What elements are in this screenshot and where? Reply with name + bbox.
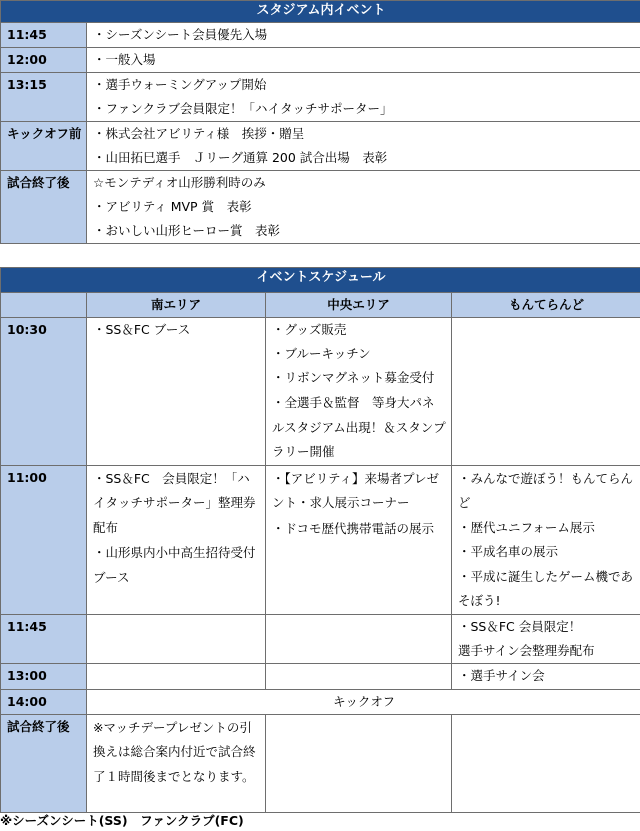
table-row: [1, 465, 640, 614]
table-row: [1, 689, 640, 714]
event-item: ・ドコモ歴代携帯電話の展示: [272, 520, 435, 536]
event-item: ・平成に誕生したゲーム機であそぼう!: [458, 568, 634, 608]
event-item: ※マッチデープレゼントの引換えは総合案内付近で試合終了１時間後までとなります。: [93, 719, 256, 784]
table-row: [1, 48, 640, 73]
event-item: ・選手サイン会: [458, 667, 545, 683]
south-cell: [87, 663, 266, 689]
event-item: ・ファンクラブ会員限定！「ハイタッチサポーター」: [93, 101, 393, 116]
table-row: [1, 171, 640, 244]
south-cell: [87, 714, 266, 812]
time-cell: 10:30: [1, 318, 87, 466]
event-cell: [87, 48, 640, 73]
south-cell: [87, 318, 266, 466]
south-cell: [87, 465, 266, 614]
time-cell: 11:45: [1, 23, 87, 48]
event-cell: [87, 23, 640, 48]
monte-cell: [452, 465, 640, 614]
event-item: ・選手ウォーミングアップ開始: [93, 77, 267, 92]
table-row: [1, 122, 640, 171]
event-item: ・一般入場: [93, 52, 156, 67]
time-cell: 試合終了後: [1, 171, 87, 244]
event-schedule-table: [0, 267, 640, 813]
time-cell: 11:00: [1, 465, 87, 614]
event-item: ・SS＆FC 会員限定！「ハイタッチサポーター」整理券配布: [93, 470, 256, 535]
table-row: [1, 23, 640, 48]
event-item: ・全選手＆監督 等身大パネルスタジアム出現！＆スタンプラリー開催: [272, 395, 446, 459]
table-row: [1, 663, 640, 689]
event-schedule-title: イベントスケジュール: [1, 268, 640, 293]
event-item: ・SS＆FC ブース: [93, 322, 191, 337]
monte-cell: [452, 318, 640, 466]
event-cell: [87, 122, 640, 171]
event-item: ・SS＆FC 会員限定！: [458, 618, 582, 634]
monte-cell: [452, 714, 640, 812]
time-cell: 13:00: [1, 663, 87, 689]
central-cell: [266, 465, 452, 614]
south-cell: [87, 614, 266, 663]
kickoff-cell: キックオフ: [87, 689, 640, 714]
central-cell: [266, 614, 452, 663]
event-item: ・グッズ販売: [272, 322, 347, 337]
event-item: ・リボンマグネット募金受付: [272, 370, 435, 385]
corner-cell: [1, 293, 87, 318]
table-row: [1, 318, 640, 466]
column-header-central: 中央エリア: [266, 293, 452, 318]
event-item: ・平成名車の展示: [458, 543, 559, 559]
event-cell: [87, 73, 640, 122]
event-item: ・山田拓巳選手 Ｊリーグ通算 200 試合出場 表彰: [93, 150, 388, 165]
table-row: [1, 614, 640, 663]
event-item: ・おいしい山形ヒーロー賞 表彰: [93, 223, 281, 238]
time-cell: キックオフ前: [1, 122, 87, 171]
central-cell: [266, 318, 452, 466]
time-cell: 13:15: [1, 73, 87, 122]
time-cell: 14:00: [1, 689, 87, 714]
footnote: ※シーズンシート(SS) ファンクラブ(FC): [0, 813, 244, 828]
time-cell: 試合終了後: [1, 714, 87, 812]
monte-cell: [452, 663, 640, 689]
event-item: ・株式会社アビリティ様 挨拶・贈呈: [93, 126, 305, 141]
event-item: ・ブルーキッチン: [272, 346, 371, 361]
event-item: ・アビリティ MVP 賞 表彰: [93, 199, 252, 214]
monte-cell: [452, 614, 640, 663]
event-item: ・みんなで遊ぼう！もんてらんど: [458, 470, 634, 510]
event-item: ・シーズンシート会員優先入場: [93, 27, 268, 42]
column-header-south: 南エリア: [87, 293, 266, 318]
event-item: ・歴代ユニフォーム展示: [458, 519, 595, 535]
table-row: [1, 714, 640, 812]
event-item: ・山形県内小中高生招待受付ブース: [93, 545, 256, 585]
central-cell: [266, 714, 452, 812]
time-cell: 12:00: [1, 48, 87, 73]
stadium-events-title: スタジアム内イベント: [1, 1, 640, 23]
event-item: ・【アビリティ】来場者プレゼント・求人展示コーナー: [272, 470, 440, 510]
event-item: ☆モンテディオ山形勝利時のみ: [93, 175, 266, 190]
event-cell: [87, 171, 640, 244]
table-row: [1, 73, 640, 122]
time-cell: 11:45: [1, 614, 87, 663]
central-cell: [266, 663, 452, 689]
event-item: 選手サイン会整理券配布: [458, 642, 595, 658]
column-header-monte: もんてらんど: [452, 293, 640, 318]
stadium-events-table: [0, 0, 640, 244]
